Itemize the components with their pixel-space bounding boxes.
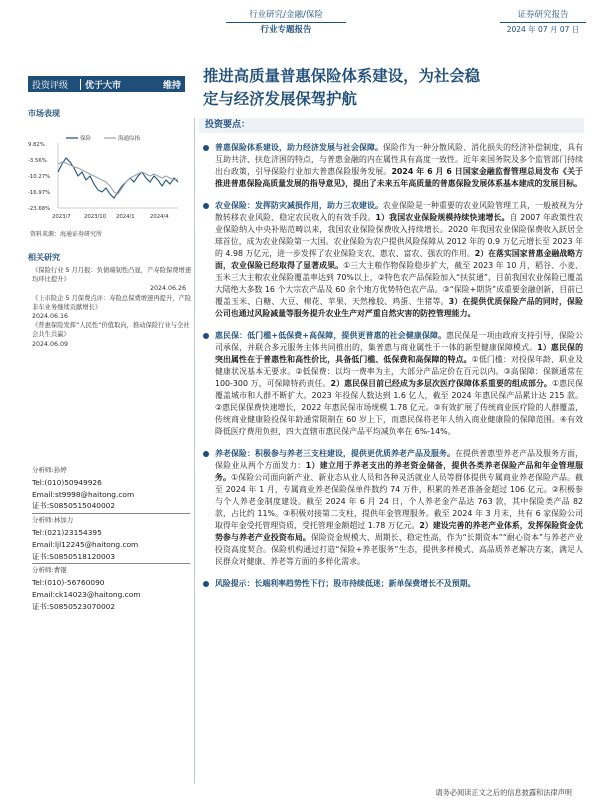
analyst-tel: Tel:(021)23154395 — [32, 527, 102, 537]
market-chart — [28, 132, 188, 224]
x-tick-3: 2024/1 — [116, 214, 135, 220]
series-index-line — [58, 162, 178, 194]
analyst-tel: Tel:(010)50949926 — [32, 477, 102, 487]
header-left — [226, 8, 346, 37]
analyst-email[interactable]: Email:ljl12245@haitong.com — [32, 539, 139, 549]
related-reports — [32, 266, 192, 349]
y-tick-3: -10.27% — [28, 174, 51, 180]
rating-label: 投资评级 — [32, 80, 69, 91]
header-report-type: 行业专题报告 — [260, 25, 312, 35]
series-insurance-line — [58, 158, 178, 198]
y-tick-5: -23.68% — [28, 206, 51, 212]
para-inclusive-insurance: 普惠保险体系建设，助力经济发展与社会保障。保险作为一种分散风险、消化损失的经济补偿制度，具有互助共济、扶危济困的特点，与普惠金融的内在属性具有高度一致性。近年来国务院及多个监管部门持续出台政策，引导保险行业加大普惠保险服务发展。2024 年 6 月 6 日国家金融监督管理总局发布《关于推进普惠保险高质量发展的指导意见》，提出了未来五年高质量的普惠保险发展体系基本建成的发展目标。 — [203, 142, 583, 190]
x-tick-2: 2023/10 — [84, 214, 107, 220]
legend-index: 海通综指 — [118, 136, 141, 142]
legend-insurance: 保险 — [80, 136, 92, 142]
analyst-email[interactable]: Email:st9998@haitong.com — [32, 489, 135, 499]
header-date: 2024 年 07 月 07 日 — [506, 25, 580, 34]
investment-rating — [28, 76, 185, 92]
analyst-cert: 证书:S0850518120003 — [32, 551, 116, 561]
para-huiminbao: 惠民保：低门槛+低保费+高保障，提供更普惠的社会健康保障。惠民保是一项由政府支持引导，保险公司承保，并联合多元服务主体共同推出的，集普惠与商业属性于一体的新型健康保障模式。1）惠民保的突出属性在于普惠性和高性价比，具备低门槛、低保费和高保障的特点。①低门槛：对投保年龄、职业及健康状况基本无要求。②低保费：以均一费率为主，大部分产品定价在百元以内。③高保障：保额通常在 100-300 万，可保障特药责任。2）惠民保目前已经成为多层次医疗保障体系重要的组成部分。①惠民保覆盖城市和人群不断扩大。2023 年投保人数达到 1.6 亿人，截至 2024 年惠民保产品累计达 215 款。②惠民保保费快速增长，2022 年惠民保市场规模 1.78 亿元。③有效扩展了传统商业医疗险的人群覆盖，传统商业健康险投保年龄通常限制在 60 岁上下，而惠民保将老年人纳入商业健康险的保障范围。④有效降低医疗费用负担，四大直辖市惠民保产品平均减负率在 6%-14%。 — [203, 330, 583, 438]
key-points-heading: 投资要点： — [199, 118, 584, 133]
report-body — [203, 142, 583, 600]
analyst-name: 分析师:林加力 — [32, 516, 74, 525]
x-tick-4: 2024/4 — [150, 214, 169, 220]
report-title: 推进高质量普惠保险体系建设，为社会稳 定与经济发展保驾护航 — [203, 67, 481, 108]
analyst-name: 分析师:曹锟 — [32, 566, 67, 575]
analysts-block — [32, 465, 190, 613]
analyst-email[interactable]: Email:ck14023@haitong.com — [32, 589, 141, 599]
y-tick-4: -16.97% — [28, 190, 51, 196]
analyst-divider — [32, 563, 190, 564]
para-risk: 风险提示：长端利率趋势性下行；股市持续低迷；新单保费增长不及预期。 — [203, 578, 583, 590]
related-title: 相关研究 — [28, 253, 60, 262]
bullet-icon — [203, 333, 209, 339]
rating-value: 优于大市 — [85, 80, 122, 91]
rating-tag: 维持 — [162, 80, 181, 91]
y-tick-2: -3.56% — [28, 158, 47, 164]
analyst-tel: Tel:(010)-56760090 — [32, 578, 105, 588]
analyst-divider — [32, 513, 190, 514]
bullet-icon — [203, 581, 209, 587]
bullet-icon — [203, 203, 209, 209]
para-pension-insurance: 养老保险：积极参与养老三支柱建设，提供更优质养老产品及服务。在提供普惠型养老产品及服务方面，保险业从两个方面发力：1）建立用于养老支出的养老资金储备，提供各类养老保险产品和年金管理服务。①保险公司面向新产业、新业态从业人员和各种灵活就业人员等群体提供专属商业养老保险产品。截至 2024 年 1 月，专属商业养老保险保单件数约 74 万件，积累的养老准备金超过 106 亿元。②积极参与个人养老金制度建设。截至 2024 年 6 月 24 日，个人养老金产品达 763 款，其中保险类产品 82 款，占比约 11%。③积极对接第二支柱，提供年金管理服务。截至 2024 年 3 月末，共有 6 家保险公司取得年金受托管理资质，受托管理金额超过 1.78 万亿元。2）建设完善的养老产业体系，发挥保险资金优势参与养老产业投资布局。保险资金规模大、周期长、稳定性高，作为“长期资本”“耐心资本”与养老产业投资高度契合。保险机构通过打造“保险+养老服务”生态，提供多样模式、高品质养老解决方案，满足人民群众对健康、养老等方面的多样化需求。 — [203, 448, 583, 568]
x-tick-1: 2023/7 — [52, 214, 71, 220]
header-category: 行业研究/金融/保险 — [226, 8, 346, 23]
related-item[interactable]: 《上市险企 5 月保费点评：寿险总保费增速再提升，产险非车业务继续贡献增长》 2024.06.16 — [32, 294, 192, 321]
page-footer — [0, 786, 600, 800]
footer-disclaimer[interactable]: 请务必阅读正文之后的信息披露和法律声明 — [435, 788, 572, 797]
analyst-cert: 证书:S0850523070002 — [32, 601, 116, 611]
header-right-title: 证券研究报告 — [500, 8, 586, 23]
analyst-name: 分析师:孙婷 — [32, 466, 67, 474]
related-item[interactable]: 《普惠保险发挥“人民性”价值取向，推动保险行业与全社会共生共赢》 2024.06.09 — [32, 322, 190, 348]
related-item[interactable]: 《保险行业 5 月月报：负债端韧性凸显，产寿险保费增速均环比提升》 2024.06.26 — [32, 267, 192, 293]
bullet-icon — [203, 145, 209, 151]
rating-divider — [80, 79, 81, 90]
para-agri-insurance: 农业保险：发挥防灾减损作用，助力三农建设。农业保险是一种重要的农业风险管理工具，一般被视为分散转移农业风险、稳定农民收入的有效手段。1）我国农业保险规模持续快速增长。自 2007 年政策性农业保险纳入中央补贴范畴以来，我国农业保险保费收入持续增长。2020 年我国农业保险保费收入跃居全球首位，成为农业保险第一大国。农业保险为农户提供风险保障从 2012 年的 0.9 万亿元增长至 2023 年的 4.98 万亿元，进一步发挥了农业保险支农、惠农、富农、强农的作用。2）在落实国家普惠金融战略方面，农业保险已经取得了显著成果。①三大主粮作物保险稳步扩大，截至 2023 年 10 月，稻谷、小麦、玉米三大主粮农业保险覆盖率达到 70%以上，②特色农产品保险加入“扶贫通”，目前我国农业保险已覆盖大陆绝大多数 16 个大宗农产品及 60 余个地方优势特色农产品。③“保险+期货”成重要金融创新，目前已覆盖玉米、白糖、大豆、棉花、苹果、天然橡胶、鸡蛋、生猪等。3）在提供优质保险产品的同时，保险公司也通过风险减量等服务提升农业生产对严重自然灾害的防控管理能力。 — [203, 200, 583, 320]
bullet-icon — [203, 451, 209, 457]
market-title: 市场表现 — [28, 109, 60, 118]
chart-source: 资料来源：海通证券研究所 — [30, 231, 103, 238]
column-divider — [194, 118, 195, 784]
analyst-cert: 证书:S0850515040002 — [32, 501, 116, 511]
header-right — [500, 8, 586, 37]
y-tick-1: 9.82% — [28, 142, 45, 148]
